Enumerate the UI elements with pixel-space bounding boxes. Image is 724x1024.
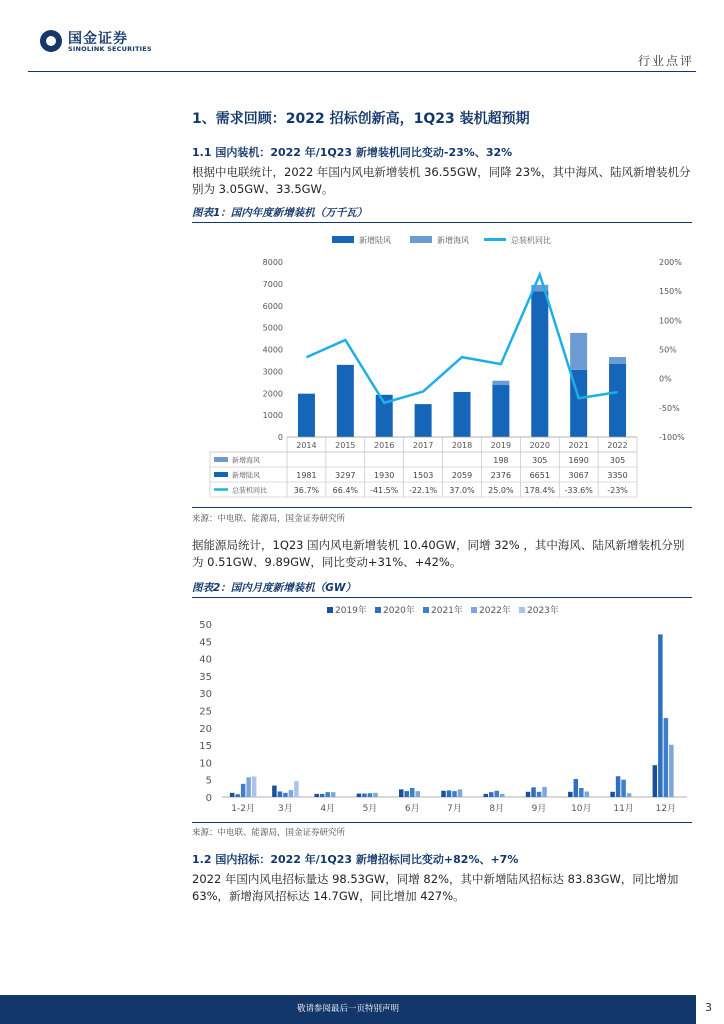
chart1-table-cell: 37.0%: [449, 486, 475, 495]
chart2-bar: [320, 794, 325, 797]
chart2-bar: [458, 789, 463, 797]
chart1-table-cell: 25.0%: [488, 486, 514, 495]
chart2-legend-swatch-2: [423, 607, 429, 613]
annual-install-chart: [192, 225, 692, 505]
chart2-legend: [327, 604, 559, 616]
chart2-ytick: 10: [199, 758, 212, 770]
chart2-legend-swatch-0: [327, 607, 333, 613]
chart2-bar: [610, 792, 615, 797]
chart1-table-cell: -23%: [607, 486, 628, 495]
chart2-legend-label-3: 2022年: [479, 606, 511, 616]
chart1-legend: [332, 235, 551, 245]
chart2-bar: [484, 794, 489, 797]
logo-en-text: SINOLINK SECURITIES: [68, 45, 152, 53]
chart2-bar: [252, 777, 256, 797]
chart2-bar: [289, 790, 294, 797]
subsection-title-2: 1.2 国内招标：2022 年/1Q23 新增招标同比变动+82%、+7%: [192, 853, 519, 866]
chart2-bar: [658, 634, 663, 797]
paragraph-2: 据能源局统计，1Q23 国内风电新增装机 10.40GW，同增 32% ，其中海风、陆风新增装机分别为 0.51GW、9.89GW，同比变动+31%、+42%。: [192, 538, 685, 569]
chart1-bar-onshore: [337, 365, 354, 437]
chart1-legend-label-1: 新增海风: [437, 236, 469, 245]
chart1-y2tick: -50%: [659, 403, 680, 413]
chart1-bar-onshore: [531, 292, 548, 437]
chart1-table-cell: 305: [609, 456, 626, 465]
chart2-bar: [664, 718, 669, 797]
chart2-bar: [235, 794, 240, 797]
chart2-bar: [314, 794, 319, 797]
chart1-legend-label-2: 总装机同比: [511, 236, 551, 245]
logo-cn-text: 国金证券: [68, 31, 128, 47]
chart1-table-cell: 36.7%: [293, 486, 320, 495]
chart2-legend-label-2: 2021年: [431, 606, 463, 616]
chart2-bar: [452, 791, 457, 797]
chart2-bar: [537, 792, 542, 797]
chart1-table-cell: 2376: [490, 471, 512, 480]
subsection-title-1: 1.1 国内装机：2022 年/1Q23 新增装机同比变动-23%、32%: [192, 146, 513, 159]
chart2-bar: [294, 781, 299, 797]
chart2-ytick: 45: [199, 637, 212, 649]
figure-2-rule: [192, 597, 692, 598]
chart2-xtick: 6月: [404, 804, 420, 814]
chart2-legend-label-1: 2020年: [383, 606, 415, 616]
chart2-xtick: 3月: [278, 804, 293, 814]
chart1-xtick: 2021: [568, 441, 589, 450]
chart2-bar: [331, 792, 336, 797]
chart2-ytick: 15: [199, 741, 212, 753]
header-divider: [28, 71, 696, 72]
chart1-bar-offshore: [492, 381, 509, 385]
chart1-table-cell: 3297: [335, 471, 356, 480]
chart2-ytick: 40: [199, 654, 212, 666]
chart2-bar: [574, 779, 579, 797]
chart1-y2tick: 50%: [659, 345, 677, 355]
chart2-bar: [531, 787, 536, 797]
chart1-xtick: 2015: [335, 441, 356, 450]
chart2-bar: [500, 794, 505, 797]
page-number: 3: [705, 1001, 712, 1014]
chart1-table-cell: 1981: [296, 471, 317, 480]
chart1-table-cell: 66.4%: [332, 486, 359, 495]
chart2-bar: [579, 788, 584, 797]
figure-1-rule: [192, 222, 692, 223]
figure-1-source: 来源：中电联、能源局，国金证券研究所: [192, 514, 346, 524]
chart1-table-cell: 305: [532, 456, 548, 465]
footer-disclaimer: 敬请参阅最后一页特别声明: [296, 1004, 399, 1014]
chart2-bar: [272, 786, 277, 797]
figure-1-bottom-rule: [192, 507, 692, 508]
chart1-table-row-label: 新增陆风: [232, 471, 260, 480]
chart2-bar: [246, 777, 251, 797]
chart2-legend-swatch-1: [375, 607, 381, 613]
chart1-xtick: 2016: [374, 441, 395, 450]
chart1-table-cell: 1690: [568, 456, 589, 465]
chart1-table-cell: 3067: [568, 471, 589, 480]
chart2-ytick: 5: [205, 775, 212, 787]
chart2-bar: [415, 791, 420, 797]
chart2-bar: [447, 790, 452, 797]
chart1-bar-onshore: [492, 385, 509, 437]
chart2-bar: [669, 745, 674, 797]
chart2-xtick: 12月: [655, 804, 677, 814]
chart2-legend-label-4: 2023年: [527, 606, 559, 616]
figure-2-source: 来源：中电联、能源局，国金证券研究所: [192, 828, 346, 838]
chart2-xtick: 9月: [531, 804, 547, 814]
chart2-ytick: 0: [205, 793, 212, 804]
chart2-xtick: 8月: [489, 804, 505, 814]
chart1-bar-onshore: [609, 364, 626, 437]
chart1-xtick: 2020: [529, 441, 550, 450]
chart1-table-cell: 2059: [451, 471, 473, 480]
chart1-table-cell: 198: [493, 456, 509, 465]
sinolink-logo-icon: [40, 30, 62, 52]
chart2-legend-swatch-4: [519, 607, 525, 613]
chart1-table-cell: 3350: [607, 471, 628, 480]
chart2-xtick: 11月: [613, 804, 634, 814]
chart1-bar-onshore: [454, 392, 471, 437]
chart1-table-cell: 1503: [412, 471, 434, 480]
chart2-legend-label-0: 2019年: [335, 606, 367, 616]
chart2-bar: [621, 780, 626, 797]
chart2-xtick: 10月: [571, 804, 592, 814]
chart1-y2tick: 100%: [659, 316, 682, 326]
chart2-bar: [489, 792, 494, 797]
chart2-bar: [230, 793, 235, 797]
chart2-bar: [362, 794, 367, 797]
chart1-table-cell: -33.6%: [564, 486, 593, 495]
chart1-y2tick: 0%: [659, 374, 672, 384]
chart2-ytick: 30: [199, 689, 212, 701]
figure-2-title: 图表2：国内月度新增装机（GW）: [192, 582, 357, 594]
chart2-bar: [283, 793, 288, 797]
chart2-bar: [627, 793, 632, 797]
chart1-ytick: 2000: [262, 389, 283, 399]
chart1-ytick: 5000: [262, 323, 283, 333]
chart2-legend-swatch-3: [471, 607, 477, 613]
chart1-ytick: 7000: [262, 279, 283, 289]
chart2-bar: [542, 787, 547, 797]
report-type: 行业点评: [637, 54, 694, 68]
chart1-bar-onshore: [415, 404, 432, 437]
chart1-xtick: 2018: [451, 441, 473, 450]
chart2-bar: [404, 791, 409, 797]
chart1-data-table: [210, 437, 637, 497]
chart1-ytick: 6000: [262, 301, 283, 311]
chart2-bar: [278, 791, 283, 797]
chart1-table-row-label: 总装机同比: [232, 486, 267, 495]
chart2-bar: [653, 765, 658, 797]
chart2-ytick: 35: [199, 671, 212, 683]
chart1-legend-swatch-1: [410, 236, 432, 243]
chart2-ytick: 25: [199, 706, 212, 718]
chart2-bar: [495, 791, 500, 797]
chart2-ytick: 20: [199, 723, 212, 735]
section-title: 1、需求回顾：2022 招标创新高，1Q23 装机超预期: [192, 111, 530, 127]
chart1-ytick: 8000: [262, 258, 283, 267]
chart1-bars: [298, 285, 626, 437]
chart2-xtick: 1-2月: [231, 804, 255, 814]
chart1-ytick: 0: [277, 433, 283, 442]
chart2-bar: [373, 793, 378, 797]
chart2-bar: [568, 792, 573, 797]
chart1-table-cell: 1930: [374, 471, 395, 480]
chart1-ytick: 4000: [262, 345, 283, 355]
chart1-bar-offshore: [609, 357, 626, 364]
chart2-bar: [526, 792, 531, 797]
chart2-bar: [325, 792, 330, 797]
chart2-ytick: 50: [199, 620, 212, 631]
chart2-bar: [410, 788, 415, 797]
chart2-xtick: 7月: [447, 804, 462, 814]
figure-1-title: 图表1：国内年度新增装机（万千瓦）: [192, 207, 368, 219]
chart2-bar: [585, 791, 590, 797]
chart1-bar-offshore: [570, 333, 587, 370]
chart2-bar: [241, 784, 246, 797]
chart2-bar: [357, 794, 362, 797]
chart1-legend-label-0: 新增陆风: [359, 236, 391, 245]
chart1-table-cell: -41.5%: [370, 486, 399, 495]
chart1-table-row-label: 新增海风: [232, 456, 260, 465]
chart2-xtick: 4月: [320, 804, 336, 814]
chart1-ytick: 3000: [262, 367, 283, 377]
chart1-y2tick: -100%: [659, 433, 685, 442]
chart1-xtick: 2017: [412, 441, 434, 450]
chart2-bar: [399, 789, 404, 797]
chart1-ytick: 1000: [262, 411, 283, 421]
chart1-bar-onshore: [298, 394, 315, 437]
chart1-xtick: 2022: [607, 441, 628, 450]
chart1-table-cell: 178.4%: [524, 486, 556, 495]
chart2-bars: [230, 634, 674, 797]
chart2-xtick: 5月: [362, 804, 378, 814]
chart2-bar: [441, 791, 446, 797]
chart1-legend-swatch-0: [332, 236, 354, 243]
chart2-axes: [199, 620, 687, 814]
chart1-table-cell: -22.1%: [408, 486, 438, 495]
paragraph-3: 2022 年国内风电招标量达 98.53GW，同增 82%，其中新增陆风招标达 83.83GW，同比增加 63%，新增海风招标达 14.7GW，同比增加 427%。: [192, 872, 679, 903]
monthly-install-chart: [192, 600, 692, 820]
chart1-y2tick: 150%: [659, 287, 682, 297]
chart2-bar: [368, 793, 373, 797]
chart1-xtick: 2019: [490, 441, 512, 450]
paragraph-1: 根据中电联统计，2022 年国内风电新增装机 36.55GW，同降 23%，其中海风、陆风新增装机分别为 3.05GW、33.5GW。: [192, 165, 691, 196]
chart2-bar: [616, 776, 621, 797]
chart1-y2tick: 200%: [659, 258, 682, 267]
chart1-xtick: 2014: [296, 441, 317, 450]
figure-2-bottom-rule: [192, 822, 692, 823]
chart1-table-cell: 6651: [529, 471, 550, 480]
